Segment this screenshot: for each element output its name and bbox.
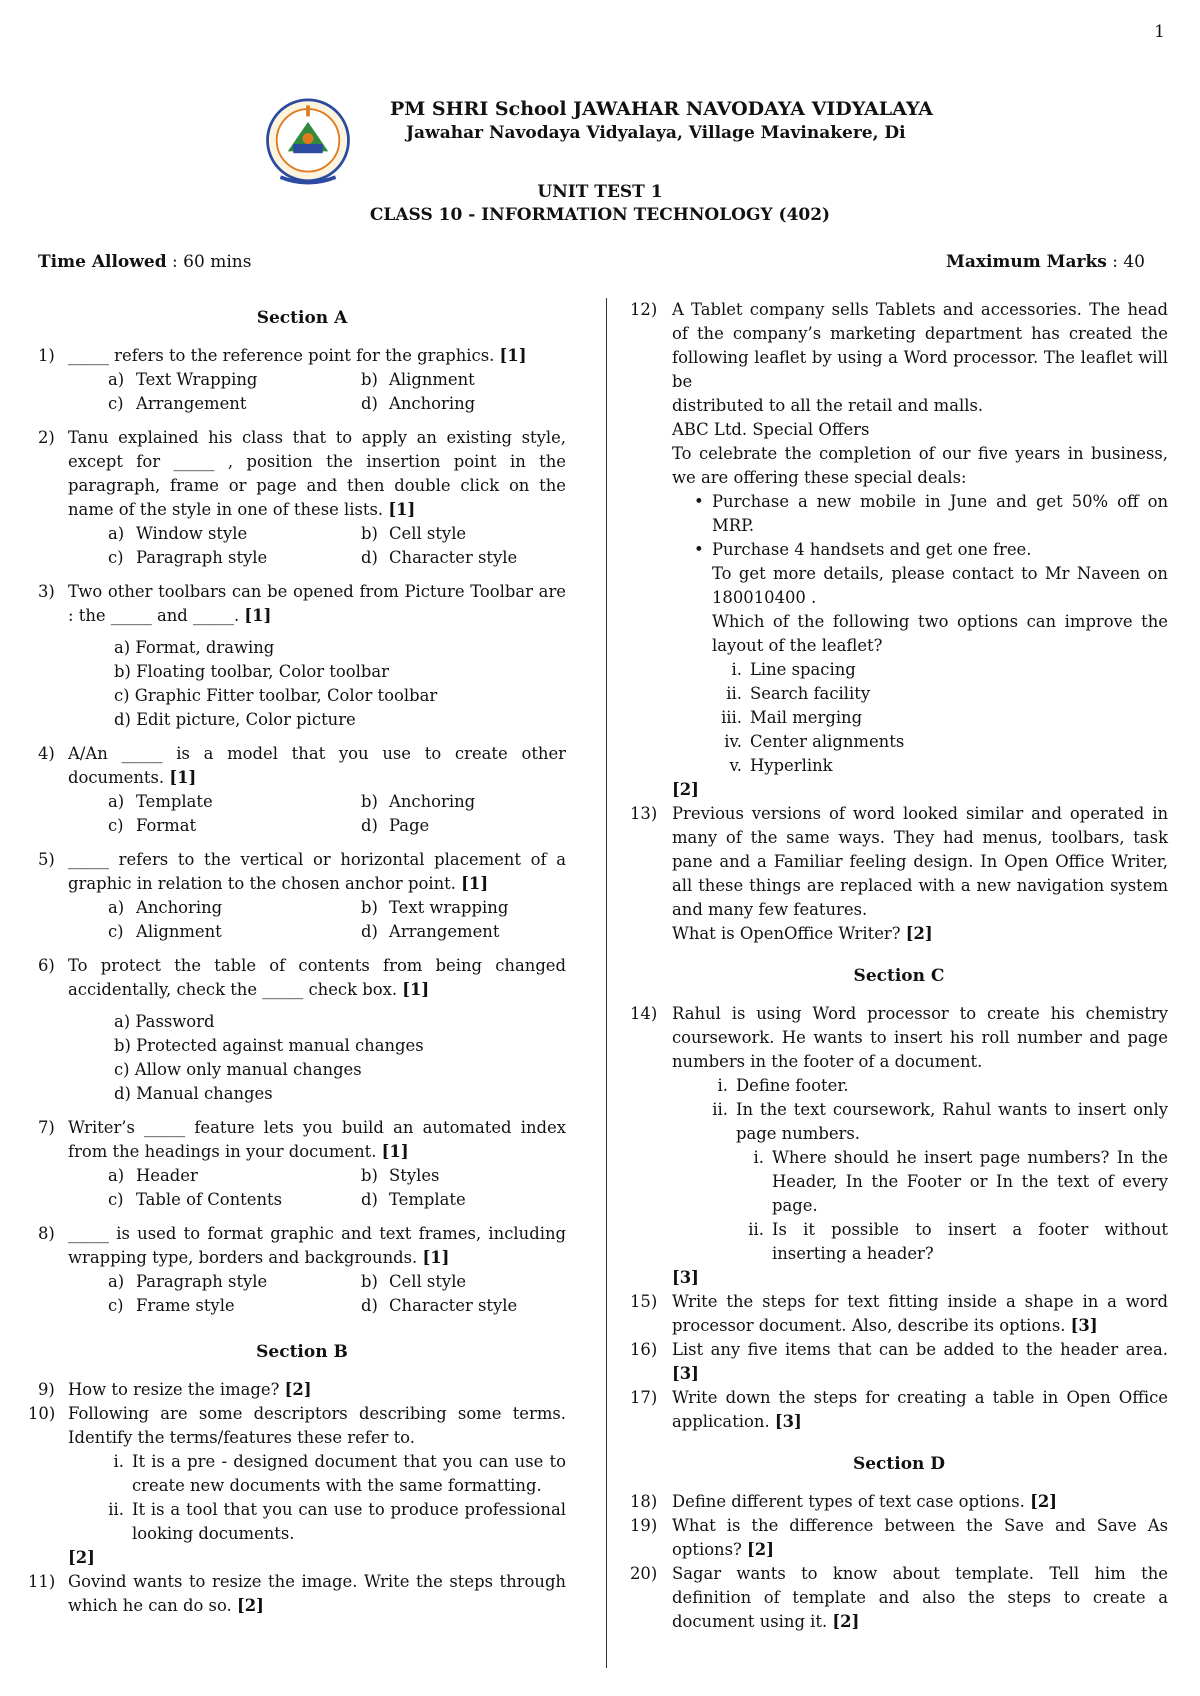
- sub-item-number: iv.: [724, 732, 742, 751]
- options: [68, 636, 566, 732]
- question-number: 10): [28, 1404, 56, 1423]
- question-6: [38, 954, 566, 1106]
- nested-sub-items: [672, 1146, 1168, 1266]
- maximum-marks: [946, 252, 1145, 272]
- option-text: Window style: [136, 524, 248, 543]
- sub-items: [68, 1450, 566, 1546]
- question-17: [630, 1386, 1168, 1434]
- option-letter: a): [108, 370, 125, 389]
- option-text: Alignment: [389, 370, 475, 389]
- sub-item-number: iii.: [721, 708, 742, 727]
- question-text: _____ is used to format graphic and text frames, including wrapping type, borders and backgrounds.: [68, 1224, 566, 1267]
- option: a) Format, drawing: [114, 638, 275, 657]
- marks: [3]: [774, 1412, 802, 1431]
- option: a) Password: [114, 1012, 215, 1031]
- option-letter: d): [361, 1296, 378, 1315]
- question-number: 2): [38, 428, 55, 447]
- sub-item-text: Define footer.: [736, 1076, 849, 1095]
- question-text: What is the difference between the Save and Save As options?: [672, 1516, 1168, 1559]
- marks: [2]: [1030, 1492, 1057, 1511]
- question-text: Govind wants to resize the image. Write the steps through which he can do so.: [68, 1572, 566, 1615]
- option-letter: b): [361, 524, 378, 543]
- sub-item-number: i.: [731, 660, 742, 679]
- marks: [1]: [381, 1142, 409, 1161]
- marks: [1]: [499, 346, 527, 365]
- option-letter: b): [361, 370, 378, 389]
- question-text: Following are some descriptors describing some terms. Identify the terms/features these refer to.: [68, 1404, 566, 1447]
- bullet-text: Purchase 4 handsets and get one free.: [712, 540, 1032, 559]
- option-letter: c): [108, 1296, 124, 1315]
- section-c-heading: Section C: [853, 966, 945, 986]
- sub-item: [698, 1098, 1168, 1146]
- marks: [2]: [284, 1380, 312, 1399]
- question-15: [630, 1290, 1168, 1338]
- question-text: Write down the steps for creating a table in Open Office application.: [672, 1388, 1168, 1431]
- question-number: 14): [630, 1004, 658, 1023]
- options: [68, 522, 566, 570]
- option-text: Paragraph style: [136, 548, 268, 567]
- sub-item-number: ii.: [108, 1500, 124, 1519]
- question-5: [38, 848, 566, 944]
- options: [68, 790, 566, 838]
- option: d) Edit picture, Color picture: [114, 710, 356, 729]
- question-4: [38, 742, 566, 838]
- marks: [3]: [1070, 1316, 1098, 1335]
- marks: [2]: [832, 1612, 860, 1631]
- option-letter: b): [361, 792, 378, 811]
- question-3: [38, 580, 566, 732]
- option-text: Text Wrapping: [136, 370, 258, 389]
- sub-item: [734, 1146, 1168, 1218]
- question-text: _____ refers to the reference point for the graphics.: [68, 346, 495, 365]
- sub-item: [712, 682, 1168, 706]
- sub-item-text: In the text coursework, Rahul wants to insert only page numbers.: [736, 1100, 1168, 1143]
- question-text: Sagar wants to know about template. Tell him the definition of template and also the steps to create a document using it.: [672, 1564, 1168, 1631]
- option: d) Manual changes: [114, 1084, 273, 1103]
- time-value: : 60 mins: [172, 252, 252, 272]
- class-title: CLASS 10 - INFORMATION TECHNOLOGY (402): [369, 205, 831, 225]
- option-text: Styles: [389, 1166, 440, 1185]
- option-text: Text wrapping: [389, 898, 509, 917]
- option-text: Character style: [389, 1296, 518, 1315]
- option: b) Floating toolbar, Color toolbar: [114, 662, 389, 681]
- sub-item-text: It is a tool that you can use to produce professional looking documents.: [132, 1500, 566, 1543]
- sub-items: [672, 658, 1168, 778]
- question-number: 8): [38, 1224, 55, 1243]
- option-letter: c): [108, 816, 124, 835]
- option-text: Template: [136, 792, 213, 811]
- question-text: A Tablet company sells Tablets and accessories. The head of the company’s marketing department has created the following leaflet by using a Word processor. The leaflet will be: [672, 300, 1168, 391]
- question-12: [630, 298, 1168, 802]
- option-letter: c): [108, 922, 124, 941]
- option-text: Table of Contents: [136, 1190, 283, 1209]
- option-letter: a): [108, 524, 125, 543]
- leaflet-bullet: • Purchase 4 handsets and get one free.: [672, 538, 1168, 562]
- school-name: PM SHRI School JAWAHAR NAVODAYA VIDYALAYA: [390, 98, 934, 120]
- option-letter: c): [108, 548, 124, 567]
- sub-item-text: It is a pre - designed document that you can use to create new documents with the same formatting.: [132, 1452, 566, 1495]
- question-number: 7): [38, 1118, 55, 1137]
- right-column: [630, 298, 1168, 1634]
- question-text: To protect the table of contents from being changed accidentally, check the _____ check box.: [68, 956, 566, 999]
- question-16: [630, 1338, 1168, 1386]
- question-9: [38, 1378, 566, 1402]
- option-letter: d): [361, 816, 378, 835]
- options: [68, 896, 566, 944]
- page-number: 1: [1154, 22, 1165, 42]
- option-letter: d): [361, 1190, 378, 1209]
- option-text: Cell style: [389, 1272, 467, 1291]
- option: c) Allow only manual changes: [114, 1060, 362, 1079]
- column-divider: [606, 298, 607, 1668]
- sub-item-text: Center alignments: [750, 732, 905, 751]
- question-number: 1): [38, 346, 55, 365]
- question-text: Writer’s _____ feature lets you build an automated index from the headings in your document.: [68, 1118, 566, 1161]
- question-text: Two other toolbars can be opened from Picture Toolbar are : the _____ and _____.: [68, 582, 566, 625]
- option-text: Cell style: [389, 524, 467, 543]
- marks: [1]: [169, 768, 197, 787]
- options: [68, 368, 566, 416]
- marks: [1]: [422, 1248, 450, 1267]
- sub-item: [94, 1498, 566, 1546]
- sub-item-number: ii.: [748, 1220, 764, 1239]
- sub-item: [712, 658, 1168, 682]
- option: b) Protected against manual changes: [114, 1036, 424, 1055]
- time-label: Time Allowed: [38, 252, 167, 272]
- question-ask: Which of the following two options can improve the layout of the leaflet?: [712, 612, 1168, 655]
- question-19: [630, 1514, 1168, 1562]
- question-8: [38, 1222, 566, 1318]
- option-text: Arrangement: [389, 922, 500, 941]
- leaflet-line: To celebrate the completion of our five years in business, we are offering these special deals:: [672, 444, 1168, 487]
- question-ask: What is OpenOffice Writer?: [672, 924, 901, 943]
- question-text: Write the steps for text fitting inside a shape in a word processor document. Also, describe its options.: [672, 1292, 1168, 1335]
- question-13: [630, 802, 1168, 946]
- marks: [2]: [905, 924, 933, 943]
- sub-item-text: Hyperlink: [750, 756, 833, 775]
- question-number: 11): [28, 1572, 56, 1591]
- sub-item: [712, 730, 1168, 754]
- sub-item-number: i.: [753, 1148, 764, 1167]
- school-address: Jawahar Navodaya Vidyalaya, Village Mavinakere, Di: [406, 123, 906, 143]
- option-letter: d): [361, 548, 378, 567]
- question-number: 17): [630, 1388, 658, 1407]
- question-number: 19): [630, 1516, 658, 1535]
- sub-item: [698, 1074, 1168, 1098]
- option-letter: b): [361, 1166, 378, 1185]
- option-letter: d): [361, 394, 378, 413]
- leaflet-heading: ABC Ltd. Special Offers: [672, 420, 870, 439]
- option-text: Template: [389, 1190, 466, 1209]
- question-number: 5): [38, 850, 55, 869]
- sub-item-number: i.: [717, 1076, 728, 1095]
- section-b-heading: Section B: [256, 1342, 348, 1362]
- section-a-heading: Section A: [256, 308, 348, 328]
- sub-item-number: ii.: [712, 1100, 728, 1119]
- sub-item-text: Line spacing: [750, 660, 856, 679]
- marks: [3]: [672, 1364, 699, 1383]
- option-letter: b): [361, 1272, 378, 1291]
- leaflet-line: distributed to all the retail and malls.: [672, 396, 984, 415]
- question-number: 6): [38, 956, 55, 975]
- sub-item: [712, 754, 1168, 778]
- question-text: Rahul is using Word processor to create his chemistry coursework. He wants to insert his roll number and page numbers in the footer of a document.: [672, 1004, 1168, 1071]
- option-letter: b): [361, 898, 378, 917]
- time-allowed: [38, 252, 251, 272]
- options: [68, 1010, 566, 1106]
- sub-item: [94, 1450, 566, 1498]
- leaflet-bullet: • Purchase a new mobile in June and get 50% off on MRP.: [672, 490, 1168, 538]
- question-10: [28, 1402, 566, 1570]
- question-number: 18): [630, 1492, 658, 1511]
- question-text: How to resize the image?: [68, 1380, 280, 1399]
- option-letter: c): [108, 394, 124, 413]
- option-letter: d): [361, 922, 378, 941]
- question-number: 15): [630, 1292, 658, 1311]
- sub-item-number: i.: [113, 1452, 124, 1471]
- options: [68, 1270, 566, 1318]
- option-letter: c): [108, 1190, 124, 1209]
- question-number: 9): [38, 1380, 55, 1399]
- marks-label: Maximum Marks: [946, 252, 1107, 272]
- option: c) Graphic Fitter toolbar, Color toolbar: [114, 686, 438, 705]
- bullet-text: Purchase a new mobile in June and get 50% off on MRP.: [712, 492, 1168, 535]
- section-d-heading: Section D: [852, 1454, 946, 1474]
- option-letter: a): [108, 1166, 125, 1185]
- marks: [2]: [68, 1548, 95, 1567]
- sub-item-text: Is it possible to insert a footer without inserting a header?: [772, 1220, 1168, 1263]
- option-text: Format: [136, 816, 197, 835]
- sub-item-number: v.: [729, 756, 742, 775]
- question-2: [38, 426, 566, 570]
- question-number: 16): [630, 1340, 658, 1359]
- marks: [2]: [747, 1540, 774, 1559]
- test-title: UNIT TEST 1: [537, 182, 663, 202]
- marks: [3]: [672, 1268, 699, 1287]
- sub-item-text: Search facility: [750, 684, 871, 703]
- marks: [1]: [388, 500, 416, 519]
- sub-item-text: Mail merging: [750, 708, 863, 727]
- option-letter: a): [108, 792, 125, 811]
- question-11: [28, 1570, 566, 1618]
- question-18: [630, 1490, 1168, 1514]
- question-14: [630, 1002, 1168, 1290]
- question-1: [38, 344, 566, 416]
- question-text: A/An _____ is a model that you use to create other documents.: [68, 744, 566, 787]
- question-number: 13): [630, 804, 658, 823]
- question-text: Define different types of text case options.: [672, 1492, 1025, 1511]
- school-emblem-logo: [262, 98, 354, 190]
- left-column: [28, 298, 566, 1618]
- option-text: Header: [136, 1166, 198, 1185]
- option-text: Anchoring: [389, 792, 476, 811]
- marks: [2]: [672, 780, 699, 799]
- marks: [1]: [244, 606, 272, 625]
- question-text: Previous versions of word looked similar and operated in many of the same ways. They had menus, toolbars, task pane and a Familiar feeling design. In Open Office Writer, all these things are replaced with a new navigation system and many few features.: [672, 804, 1168, 919]
- sub-item: [734, 1218, 1168, 1266]
- option-text: Alignment: [136, 922, 222, 941]
- option-text: Paragraph style: [136, 1272, 268, 1291]
- question-7: [38, 1116, 566, 1212]
- question-number: 12): [630, 300, 658, 319]
- marks: [1]: [402, 980, 430, 999]
- marks: [1]: [461, 874, 489, 893]
- sub-item-text: Where should he insert page numbers? In the Header, In the Footer or In the text of every page.: [772, 1148, 1168, 1215]
- marks-value: : 40: [1112, 252, 1145, 272]
- option-text: Page: [389, 816, 430, 835]
- options: [68, 1164, 566, 1212]
- leaflet-contact: To get more details, please contact to Mr Naveen on 180010400 .: [712, 564, 1168, 607]
- option-text: Arrangement: [136, 394, 247, 413]
- question-text: _____ refers to the vertical or horizontal placement of a graphic in relation to the chosen anchor point.: [68, 850, 566, 893]
- option-text: Anchoring: [389, 394, 476, 413]
- option-letter: a): [108, 898, 125, 917]
- sub-item-number: ii.: [726, 684, 742, 703]
- question-number: 20): [630, 1564, 658, 1583]
- sub-item: [712, 706, 1168, 730]
- question-20: [630, 1562, 1168, 1634]
- question-text: Tanu explained his class that to apply an existing style, except for _____ , position the insertion point in the paragraph, frame or page and then double click on the name of the style in one of these lists.: [68, 428, 566, 519]
- option-text: Frame style: [136, 1296, 235, 1315]
- question-text: List any five items that can be added to the header area.: [672, 1340, 1168, 1359]
- question-number: 4): [38, 744, 55, 763]
- marks: [2]: [236, 1596, 264, 1615]
- sub-items: [672, 1074, 1168, 1146]
- option-text: Anchoring: [136, 898, 223, 917]
- option-letter: a): [108, 1272, 125, 1291]
- question-number: 3): [38, 582, 55, 601]
- option-text: Character style: [389, 548, 518, 567]
